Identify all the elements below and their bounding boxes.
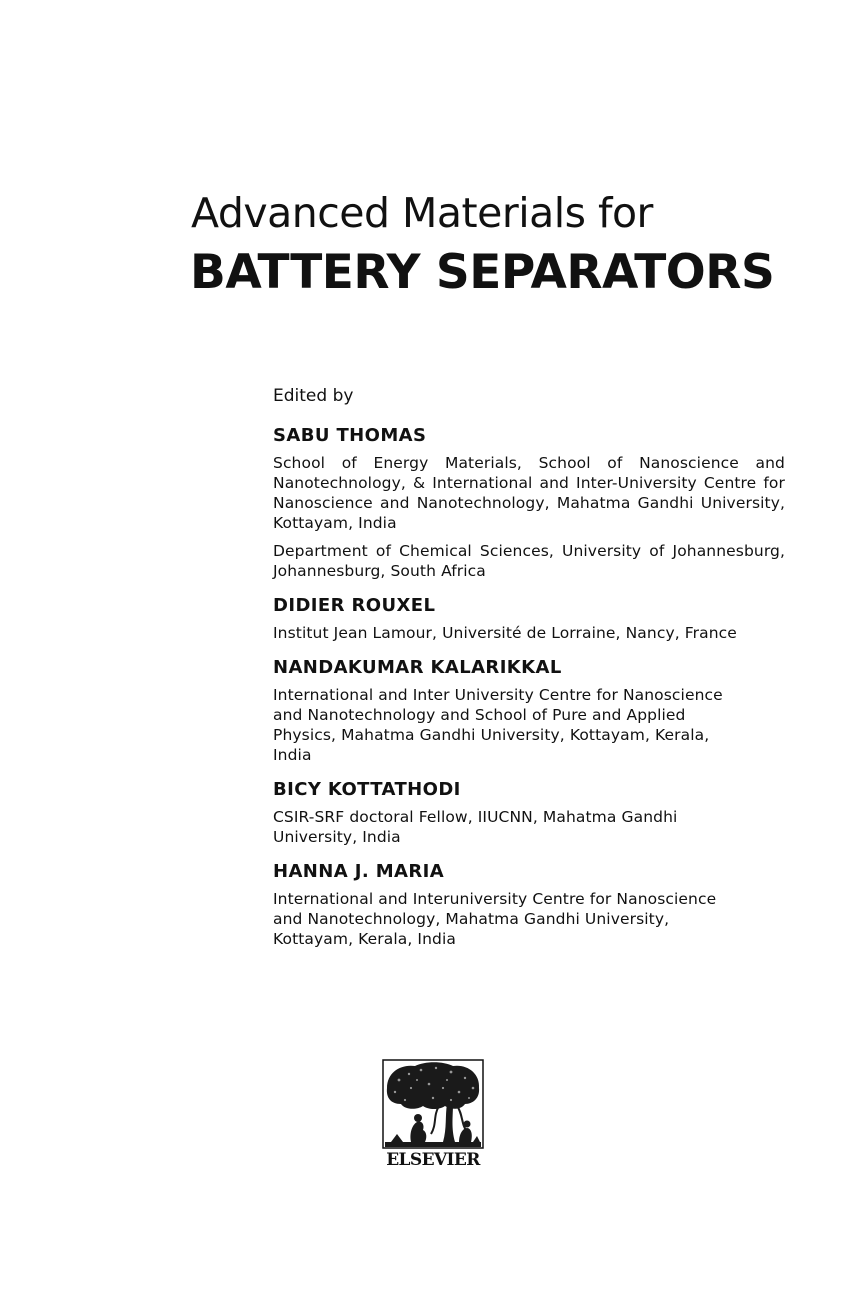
publisher-name: ELSEVIER — [386, 1150, 480, 1170]
editor-name: DIDIER ROUXEL — [273, 595, 436, 616]
edited-by-label: Edited by — [273, 386, 354, 406]
editors-section — [273, 386, 785, 963]
editor-affiliation: International and Inter University Centre for Nanoscience and Nanotechnology and School of Pure and Applied Physics, Mahatma Gandhi University, Kottayam, Kerala, India — [273, 686, 723, 764]
editor-entry — [273, 779, 785, 847]
publisher-logo — [381, 1058, 485, 1174]
editor-name: BICY KOTTATHODI — [273, 779, 461, 800]
editor-affiliation: Institut Jean Lamour, Université de Lorraine, Nancy, France — [273, 624, 737, 642]
book-title-line-1: Advanced Materials for — [191, 189, 653, 237]
editor-affiliation: School of Energy Materials, School of Nanoscience and Nanotechnology, & International and Inter-University Centre for Nanoscience and Nanotechnology, Mahatma Gandhi University, Kottayam, India — [273, 454, 785, 532]
editor-affiliation: Department of Chemical Sciences, University of Johannesburg, Johannesburg, South Africa — [273, 542, 785, 580]
editor-entry — [273, 861, 785, 949]
editor-affiliation: International and Interuniversity Centre for Nanoscience and Nanotechnology, Mahatma Gandhi University, Kottayam, Kerala, India — [273, 890, 717, 948]
editor-entry — [273, 425, 785, 581]
editor-name: NANDAKUMAR KALARIKKAL — [273, 657, 562, 678]
editor-entry — [273, 657, 785, 765]
editor-affiliation: CSIR-SRF doctoral Fellow, IIUCNN, Mahatma Gandhi University, India — [273, 808, 678, 846]
editor-name: HANNA J. MARIA — [273, 861, 445, 882]
editor-entry — [273, 595, 785, 643]
book-title-line-2: BATTERY SEPARATORS — [190, 245, 775, 300]
elsevier-tree-logo-icon — [381, 1058, 485, 1150]
editor-name: SABU THOMAS — [273, 425, 427, 446]
